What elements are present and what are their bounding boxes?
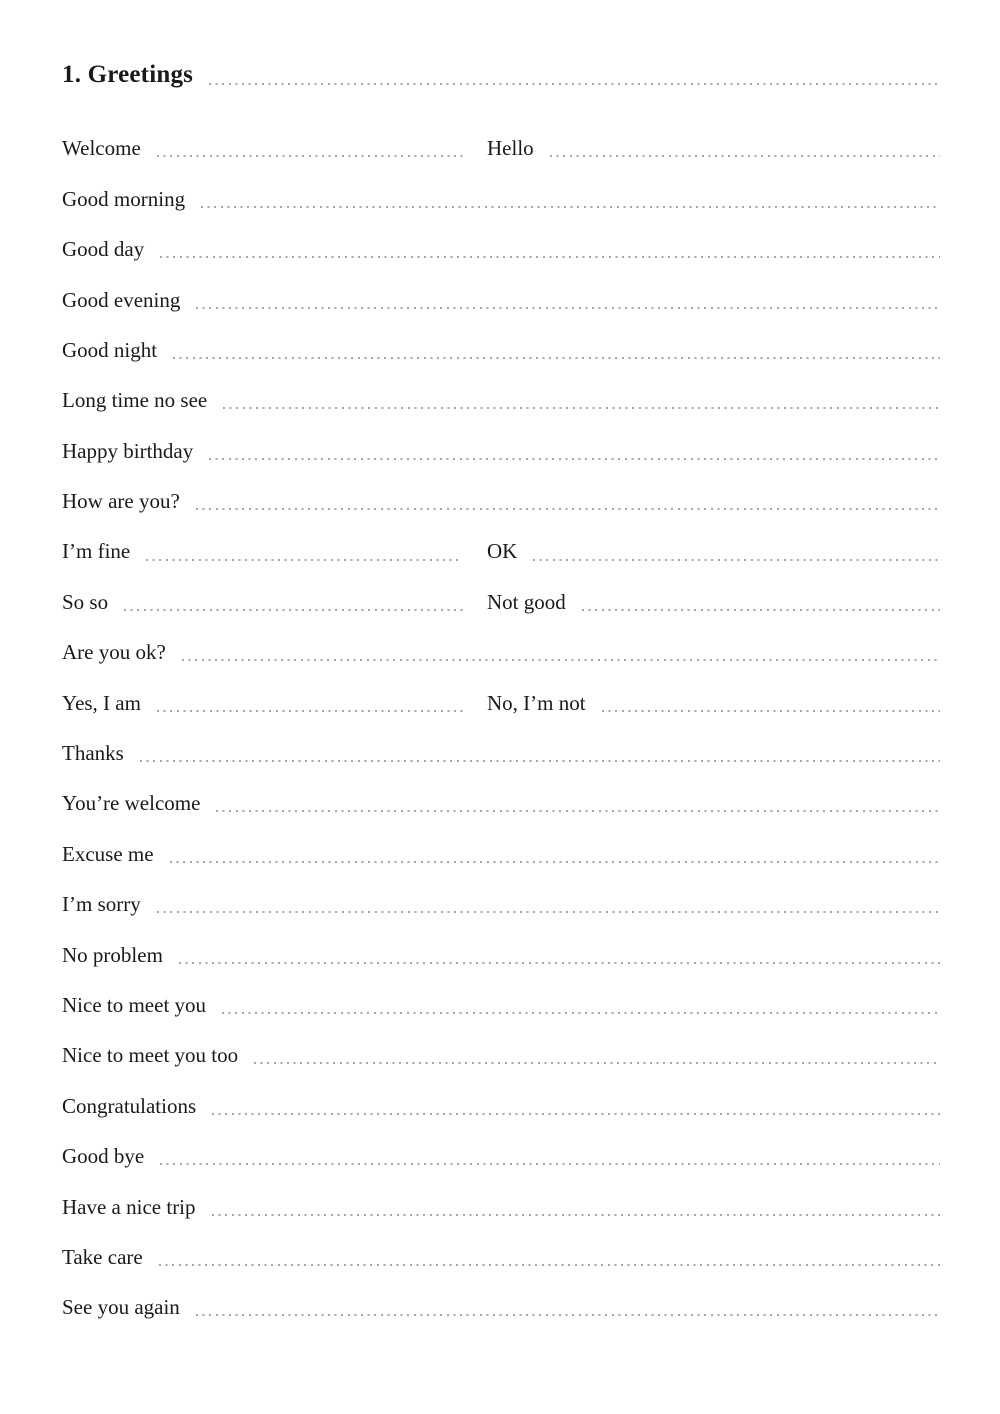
phrase-row: [62, 613, 940, 663]
section-heading-row: [62, 54, 940, 88]
phrase-label: I’m sorry: [62, 892, 141, 917]
phrase-cell: [62, 389, 940, 411]
phrase-cell: [62, 591, 463, 613]
phrase-cell: [62, 490, 940, 512]
fill-in-line: [146, 559, 463, 561]
fill-in-line: [254, 1062, 940, 1064]
phrase-row: [62, 865, 940, 915]
phrase-label: Thanks: [62, 741, 124, 766]
phrase-label: Hello: [487, 136, 534, 161]
phrase-cell: [62, 641, 940, 663]
fill-in-line: [212, 1113, 940, 1115]
phrase-label: Excuse me: [62, 841, 154, 866]
phrase-cell: [62, 540, 463, 562]
phrase-label: Welcome: [62, 136, 141, 161]
fill-in-line: [182, 659, 940, 661]
phrase-row: [62, 462, 940, 512]
phrase-label: Long time no see: [62, 388, 208, 413]
phrase-cell: [62, 137, 463, 159]
phrase-label: So so: [62, 589, 109, 614]
phrase-row: [62, 764, 940, 814]
phrase-row: [62, 210, 940, 260]
phrase-row: [62, 915, 940, 965]
phrase-row: [62, 714, 940, 764]
phrase-label: Not good: [487, 589, 566, 614]
phrase-cell: [62, 994, 940, 1016]
phrase-row: [62, 563, 940, 613]
phrase-label: No, I’m not: [487, 690, 586, 715]
fill-in-line: [179, 962, 940, 964]
title-fill-in-line: [209, 83, 940, 85]
phrase-label: Nice to meet you: [62, 992, 207, 1017]
phrase-row: [62, 1167, 940, 1217]
fill-in-line: [160, 256, 940, 258]
phrase-label: See you again: [62, 1295, 180, 1320]
fill-in-line: [196, 1314, 940, 1316]
fill-in-line: [222, 1012, 940, 1014]
phrase-row: [62, 1268, 940, 1318]
phrase-cell: [62, 238, 940, 260]
fill-in-line: [159, 1264, 940, 1266]
phrase-row: [62, 966, 940, 1016]
fill-in-line: [550, 155, 940, 157]
phrase-cell: [62, 1296, 940, 1318]
phrase-cell: [62, 339, 940, 361]
phrase-cell: [62, 440, 940, 462]
phrase-row: [62, 1218, 940, 1268]
phrase-cell: [62, 188, 940, 210]
phrase-label: OK: [487, 539, 518, 564]
phrase-row: [62, 1117, 940, 1167]
phrase-row: [62, 814, 940, 864]
phrase-label: Good bye: [62, 1144, 145, 1169]
phrase-cell: [487, 591, 940, 613]
phrase-cell: [487, 137, 940, 159]
fill-in-line: [173, 357, 940, 359]
phrase-row: [62, 1016, 940, 1066]
phrase-cell: [62, 692, 463, 714]
phrase-row: [62, 311, 940, 361]
phrase-label: No problem: [62, 942, 163, 967]
phrase-row: [62, 512, 940, 562]
phrase-label: Good day: [62, 237, 145, 262]
fill-in-line: [602, 710, 940, 712]
fill-in-line: [196, 508, 940, 510]
fill-in-line: [157, 911, 940, 913]
fill-in-line: [140, 760, 940, 762]
phrase-cell: [62, 944, 940, 966]
phrase-cell: [487, 540, 940, 562]
phrase-cell: [62, 843, 940, 865]
phrase-cell: [62, 1145, 940, 1167]
phrase-cell: [62, 742, 940, 764]
phrase-row: [62, 109, 940, 159]
phrase-label: Have a nice trip: [62, 1194, 196, 1219]
phrase-cell: [487, 692, 940, 714]
phrase-row: [62, 159, 940, 209]
phrase-label: Take care: [62, 1244, 143, 1269]
fill-in-line: [170, 861, 940, 863]
phrase-label: Are you ok?: [62, 640, 166, 665]
phrase-label: Happy birthday: [62, 438, 194, 463]
phrase-label: Yes, I am: [62, 690, 141, 715]
phrase-cell: [62, 1095, 940, 1117]
phrase-label: I’m fine: [62, 539, 131, 564]
fill-in-line: [212, 1214, 940, 1216]
phrase-label: Good morning: [62, 186, 186, 211]
fill-in-line: [582, 609, 940, 611]
phrase-cell: [62, 289, 940, 311]
phrase-row: [62, 361, 940, 411]
phrase-label: Good evening: [62, 287, 181, 312]
fill-in-line: [124, 609, 463, 611]
fill-in-line: [533, 559, 940, 561]
fill-in-line: [160, 1163, 940, 1165]
fill-in-line: [209, 458, 940, 460]
phrase-label: How are you?: [62, 489, 180, 514]
fill-in-line: [157, 155, 463, 157]
phrase-label: Congratulations: [62, 1093, 197, 1118]
fill-in-line: [216, 810, 940, 812]
section-title: 1. Greetings: [62, 60, 194, 88]
phrase-cell: [62, 1044, 940, 1066]
phrase-row: [62, 411, 940, 461]
phrase-cell: [62, 1196, 940, 1218]
phrase-label: Nice to meet you too: [62, 1043, 239, 1068]
phrase-row: [62, 663, 940, 713]
phrase-cell: [62, 893, 940, 915]
phrase-row: [62, 260, 940, 310]
fill-in-line: [223, 407, 940, 409]
phrase-list: [62, 109, 940, 1318]
phrase-cell: [62, 792, 940, 814]
phrase-label: You’re welcome: [62, 791, 201, 816]
phrase-row: [62, 1066, 940, 1116]
fill-in-line: [196, 307, 940, 309]
fill-in-line: [201, 206, 940, 208]
phrase-label: Good night: [62, 337, 158, 362]
phrase-cell: [62, 1246, 940, 1268]
fill-in-line: [157, 710, 463, 712]
